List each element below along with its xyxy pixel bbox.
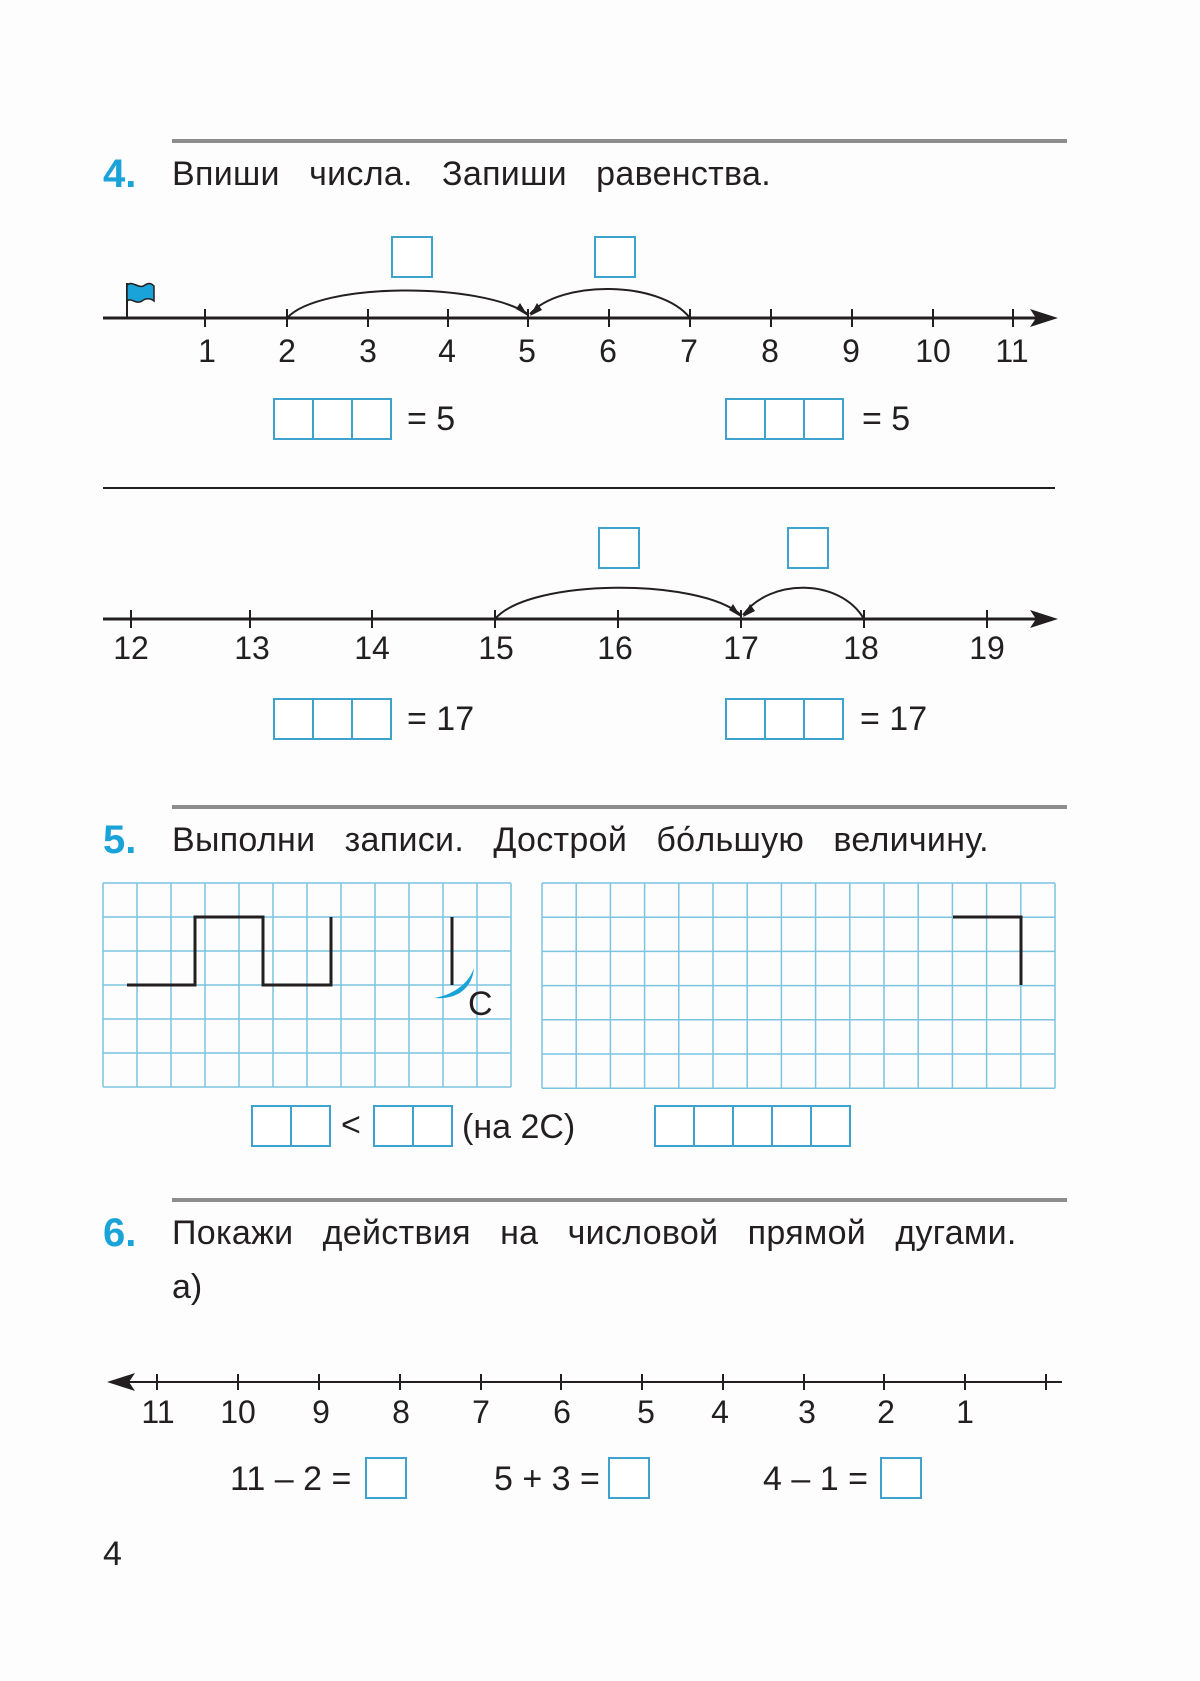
tick-label: 9 <box>312 1394 330 1430</box>
tick-label: 2 <box>877 1394 895 1430</box>
tick-label: 9 <box>842 333 860 369</box>
exercise-title-4: Впиши числа. Запиши равенства. <box>172 155 771 193</box>
answer-box-expr-2[interactable] <box>608 1457 650 1499</box>
tick-label: 7 <box>472 1394 490 1430</box>
tick-label: 5 <box>637 1394 655 1430</box>
tick-label: 3 <box>359 333 377 369</box>
exercise-number-5: 5. <box>103 818 137 862</box>
tick-label: 3 <box>798 1394 816 1430</box>
tick-label: 8 <box>392 1394 410 1430</box>
expression: 11 – 2 = <box>230 1460 352 1498</box>
tick-label: 17 <box>723 630 759 666</box>
tick-label: 8 <box>761 333 779 369</box>
tick-label: 16 <box>597 630 633 666</box>
expression: 4 – 1 = <box>763 1460 868 1498</box>
tick-label: 4 <box>438 333 456 369</box>
tick-label: 19 <box>969 630 1005 666</box>
tick-label: 5 <box>518 333 536 369</box>
tick-label: 14 <box>354 630 390 666</box>
answer-box-expr-3[interactable] <box>880 1457 922 1499</box>
tick-label: 6 <box>553 1394 571 1430</box>
page-number: 4 <box>103 1535 122 1573</box>
tick-label: 11 <box>995 333 1029 369</box>
tick-label: 6 <box>599 333 617 369</box>
compare-note: (на 2С) <box>462 1108 576 1146</box>
tick-label: 7 <box>680 333 698 369</box>
less-than-sign: < <box>341 1106 361 1144</box>
tick-label: 10 <box>220 1394 256 1430</box>
grid-label-c: С <box>468 985 493 1023</box>
equation-result: = 17 <box>407 700 475 738</box>
equation-result: = 17 <box>860 700 928 738</box>
exercise-number-6: 6. <box>103 1211 137 1255</box>
exercise-title-5: Выполни записи. Дострой бо́льшую величину. <box>172 821 989 859</box>
equation-result: = 5 <box>407 400 456 438</box>
answer-box-expr-1[interactable] <box>365 1457 407 1499</box>
tick-label: 10 <box>915 333 951 369</box>
tick-label: 4 <box>711 1394 729 1430</box>
tick-label: 15 <box>478 630 514 666</box>
tick-label: 13 <box>234 630 270 666</box>
exercise-number-4: 4. <box>103 152 137 196</box>
equation-result: = 5 <box>862 400 911 438</box>
tick-label: 18 <box>843 630 879 666</box>
tick-label: 12 <box>113 630 149 666</box>
expression: 5 + 3 = <box>494 1460 600 1498</box>
tick-label: 11 <box>141 1394 175 1430</box>
tick-label: 1 <box>198 333 216 369</box>
exercise-title-6: Покажи действия на числовой прямой дугами. <box>172 1214 1017 1252</box>
part-label-a: а) <box>172 1268 203 1306</box>
tick-label: 2 <box>278 333 296 369</box>
tick-label: 1 <box>956 1394 974 1430</box>
